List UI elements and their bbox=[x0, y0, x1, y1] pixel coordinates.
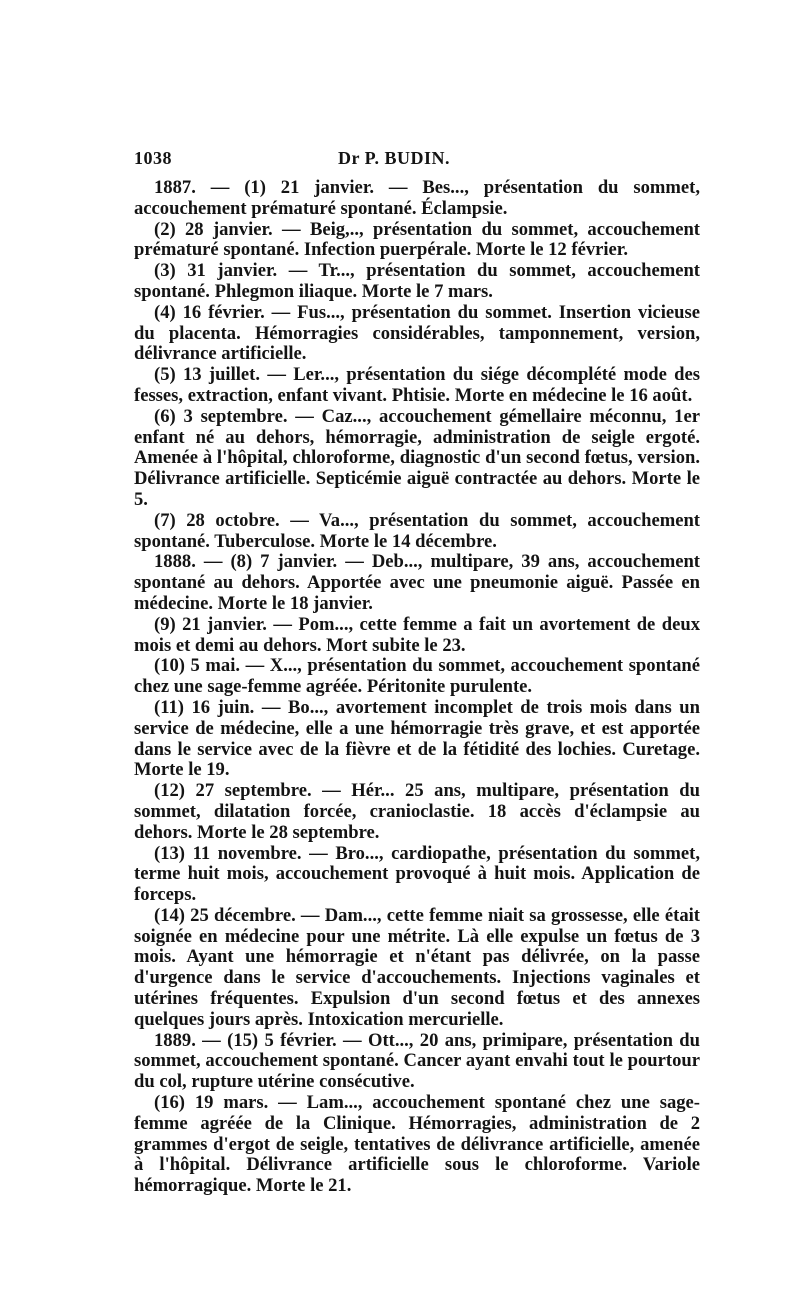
case-entry-1: 1887. — (1) 21 janvier. — Bes..., présentation du sommet, accouchement prématuré spontané. Éclampsie. bbox=[134, 177, 700, 219]
case-entry-9: (9) 21 janvier. — Pom..., cette femme a fait un avortement de deux mois et demi au dehors. Mort subite le 23. bbox=[134, 613, 700, 656]
page-header bbox=[134, 148, 700, 174]
case-entry-5: (5) 13 juillet. — Ler..., présentation du siége décomplété mode des fesses, extraction, enfant vivant. Phtisie. Morte en médecine le 16 août. bbox=[134, 364, 700, 406]
case-entry-16: (16) 19 mars. — Lam..., accouchement spontané chez une sage-femme agréée de la Clinique. Hémorragies, administration de 2 grammes d'ergot de seigle, tentatives de délivrance artificielle, amenée à l'hôpital. Délivrance artificielle sous le chloroforme. Variole hémorragique. Morte le 21. bbox=[134, 1092, 700, 1197]
running-head: Dr P. BUDIN. bbox=[338, 148, 451, 168]
case-entry-8: 1888. — (8) 7 janvier. — Deb..., multipare, 39 ans, accouchement spontané au dehors. Apportée avec une pneumonie aiguë. Passée en médecine. Morte le 18 janvier. bbox=[134, 551, 700, 614]
page-number: 1038 bbox=[134, 148, 172, 168]
case-entry-12: (12) 27 septembre. — Hér... 25 ans, multipare, présentation du sommet, dilatation forcée, cranioclastie. 18 accès d'éclampsie au dehors. Morte le 28 septembre. bbox=[134, 780, 700, 843]
case-entry-11: (11) 16 juin. — Bo..., avortement incomplet de trois mois dans un service de médecine, elle a une hémorragie très grave, et est apportée dans le service avec de la fièvre et de la fétidité des lochies. Curetage. Morte le 19. bbox=[134, 696, 700, 781]
case-entry-14: (14) 25 décembre. — Dam..., cette femme niait sa grossesse, elle était soignée en médecine pour une métrite. Là elle expulse un fœtus de 3 mois. Ayant une hémorragie et n'étant pas délivrée, on la passe d'urgence dans le service d'accouchements. Injections vaginales et utérines fréquentes. Expulsion d'un second fœtus et des annexes quelques jours après. Intoxication mercurielle. bbox=[134, 904, 700, 1030]
case-entry-7: (7) 28 octobre. — Va..., présentation du sommet, accouchement spontané. Tuberculose. Morte le 14 décembre. bbox=[134, 509, 700, 552]
case-entry-3: (3) 31 janvier. — Tr..., présentation du sommet, accouchement spontané. Phlegmon iliaque. Morte le 7 mars. bbox=[134, 260, 700, 302]
case-entry-6: (6) 3 septembre. — Caz..., accouchement gémellaire méconnu, 1er enfant né au dehors, hémorragie, administration de seigle ergoté. Amenée à l'hôpital, chloroforme, diagnostic d'un second fœtus, version. Délivrance artificielle. Septicémie aiguë contractée au dehors. Morte le 5. bbox=[134, 405, 700, 510]
case-entry-15: 1889. — (15) 5 février. — Ott..., 20 ans, primipare, présentation du sommet, accouchement spontané. Cancer ayant envahi tout le pourtour du col, rupture utérine consécutive. bbox=[134, 1029, 700, 1093]
case-entry-2: (2) 28 janvier. — Beig,.., présentation du sommet, accouchement prématuré spontané. Infection puerpérale. Morte le 12 février. bbox=[134, 218, 700, 261]
body-text bbox=[134, 178, 700, 1197]
case-entry-13: (13) 11 novembre. — Bro..., cardiopathe, présentation du sommet, terme huit mois, accouchement provoqué à huit mois. Application de forceps. bbox=[134, 842, 700, 906]
case-entry-4: (4) 16 février. — Fus..., présentation du sommet. Insertion vicieuse du placenta. Hémorragies considérables, tamponnement, version, délivrance artificielle. bbox=[134, 301, 700, 365]
case-entry-10: (10) 5 mai. — X..., présentation du sommet, accouchement spontané chez une sage-femme agréée. Péritonite purulente. bbox=[134, 655, 700, 698]
